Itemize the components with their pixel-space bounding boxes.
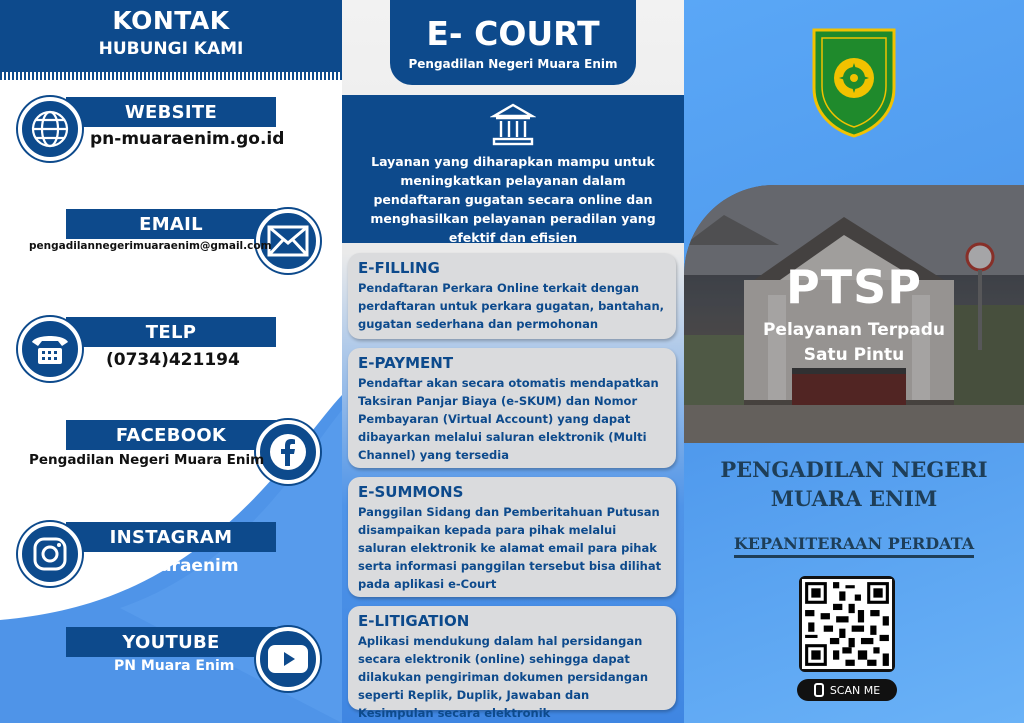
scan-me-label: SCAN ME (829, 683, 881, 697)
youtube-label: YOUTUBE (66, 627, 276, 657)
court-name: PENGADILAN NEGERI MUARA ENIM (720, 457, 988, 511)
email-label: EMAIL (66, 209, 276, 239)
service-card-efilling (348, 253, 676, 339)
email-value[interactable]: pengadilannegerimuaraenim@gmail.com (29, 240, 272, 252)
ecourt-intro (342, 95, 684, 243)
service-text: Aplikasi mendukung dalam hal persidangan secara elektronik (online) sehingga dapat dilakukan pengiriman dokumen persidangan seperti Replik, Duplik, Jawaban dan Kesimpulan secara elektronik (358, 634, 649, 720)
telp-label: TELP (66, 317, 276, 347)
contact-panel (0, 0, 342, 723)
facebook-label: FACEBOOK (66, 420, 276, 450)
dotted-divider (0, 72, 342, 80)
service-card-esummons (348, 477, 676, 597)
service-title: E-FILLING (358, 259, 440, 277)
service-title: E-SUMMONS (358, 483, 464, 501)
ptsp-heading (684, 260, 1024, 368)
ptsp-subtitle: Pelayanan Terpadu Satu Pintu (762, 320, 946, 365)
ecourt-subtitle: Pengadilan Negeri Muara Enim (408, 57, 618, 71)
court-emblem-logo (810, 26, 898, 138)
ecourt-panel (342, 0, 684, 723)
ecourt-title: E- COURT (426, 14, 600, 53)
globe-icon (18, 97, 82, 161)
ptsp-title: PTSP (786, 260, 922, 314)
ecourt-intro-text: Layanan yang diharapkan mampu untuk meningkatkan pelayanan dalam pendaftaran gugatan secara online dan menghasilkan pelayanan peradilan yang efektif dan efisien (370, 154, 656, 245)
phone-icon (814, 683, 824, 697)
service-text: Pendaftaran Perkara Online terkait dengan perdaftaran untuk perkara gugatan, bantahan, gugatan sederhana dan permohonan (358, 281, 665, 331)
service-text: Panggilan Sidang dan Pemberitahuan Putusan disampaikan kepada para pihak melalui saluran elektronik ke alamat email para pihak serta informasi panggilan tersebut bisa dilihat pada aplikasi e-Court (358, 505, 662, 591)
telephone-icon (18, 317, 82, 381)
courthouse-icon (490, 101, 536, 147)
telp-value[interactable]: (0734)421194 (106, 350, 240, 370)
scan-me-badge (797, 679, 897, 701)
department-name: KEPANITERAAN PERDATA (684, 534, 1024, 553)
website-label: WEBSITE (66, 97, 276, 127)
website-value[interactable]: pn-muaraenim.go.id (90, 129, 285, 149)
contact-subtitle: HUBUNGI KAMI (98, 39, 244, 59)
instagram-value[interactable]: pnmuaraenim (106, 556, 239, 576)
service-card-elitigation (348, 606, 676, 720)
ecourt-header (390, 0, 636, 85)
youtube-value[interactable]: PN Muara Enim (114, 658, 235, 674)
facebook-value[interactable]: Pengadilan Negeri Muara Enim (29, 452, 265, 468)
qr-code[interactable] (799, 576, 895, 672)
service-title: E-LITIGATION (358, 612, 470, 630)
contact-header (0, 0, 342, 72)
service-card-epayment (348, 348, 676, 468)
facebook-icon (256, 420, 320, 484)
ptsp-panel (684, 0, 1024, 723)
instagram-icon (18, 522, 82, 586)
service-title: E-PAYMENT (358, 354, 454, 372)
contact-title: KONTAK (112, 6, 230, 35)
instagram-label: INSTAGRAM (66, 522, 276, 552)
youtube-icon (256, 627, 320, 691)
service-text: Pendaftar akan secara otomatis mendapatkan Taksiran Panjar Biaya (e-SKUM) dan Nomor Pembayaran (Virtual Account) yang dapat dibayarkan melalui saluran elektronik (Multi Channel) yang tersedia (358, 376, 659, 462)
